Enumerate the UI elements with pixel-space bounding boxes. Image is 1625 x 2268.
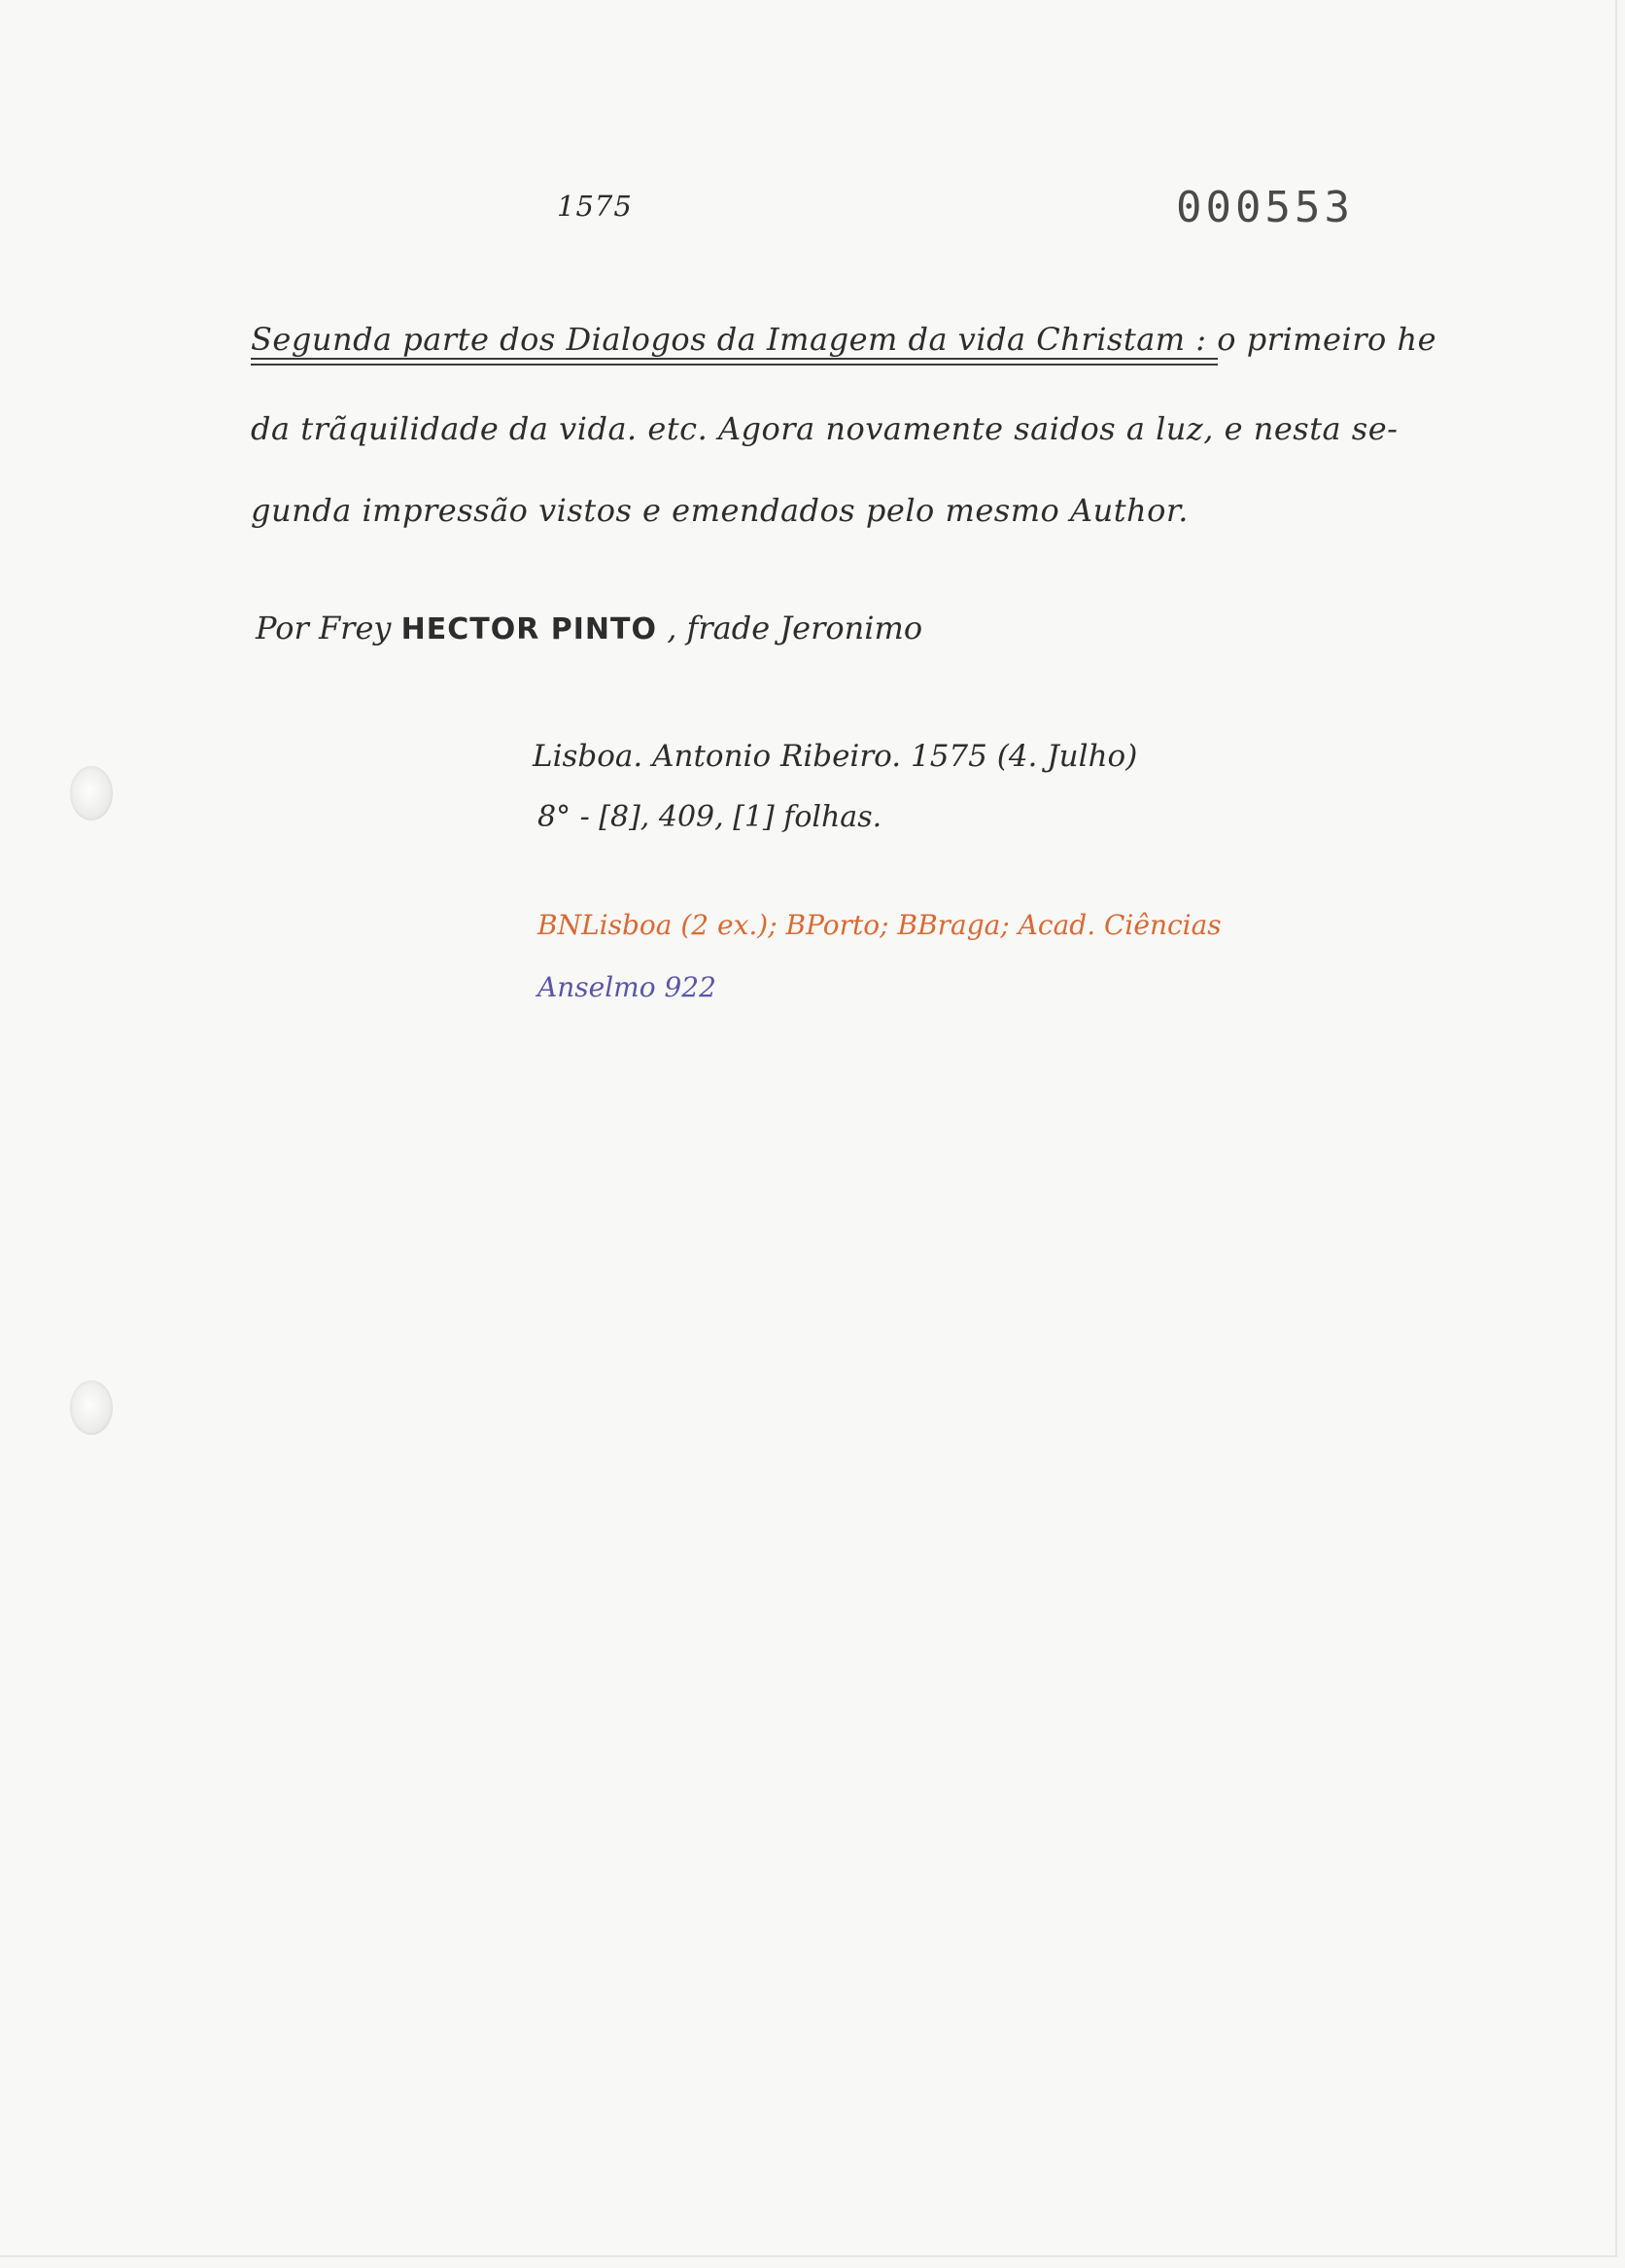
stamp-number: 000553 — [1176, 183, 1354, 232]
punch-hole-top — [70, 766, 113, 820]
publication-year: 1575 — [557, 190, 633, 223]
holdings-line: BNLisboa (2 ex.); BPorto; BBraga; Acad. Ciências — [537, 909, 1222, 941]
title-line-3: gunda impressão vistos e emendados pelo mesmo Author. — [251, 492, 1189, 529]
author-name: HECTOR PINTO — [400, 612, 658, 646]
collation-line: 8° - [8], 409, [1] folhas. — [537, 800, 882, 834]
title-underline-double — [251, 364, 1218, 366]
bibliographic-reference: Anselmo 922 — [537, 971, 716, 1003]
author-line — [256, 610, 922, 646]
author-suffix: , frade Jeronimo — [667, 610, 923, 646]
title-underline — [251, 358, 1218, 360]
author-prefix: Por Frey — [256, 610, 392, 646]
punch-hole-bottom — [70, 1380, 113, 1435]
title-line-2: da trãquilidade da vida. etc. Agora novamente saidos a luz, e nesta se- — [251, 410, 1399, 447]
imprint-line: Lisboa. Antonio Ribeiro. 1575 (4. Julho) — [533, 739, 1138, 774]
title-line-1: Segunda parte dos Dialogos da Imagem da vida Christam : o primeiro he — [251, 321, 1436, 358]
